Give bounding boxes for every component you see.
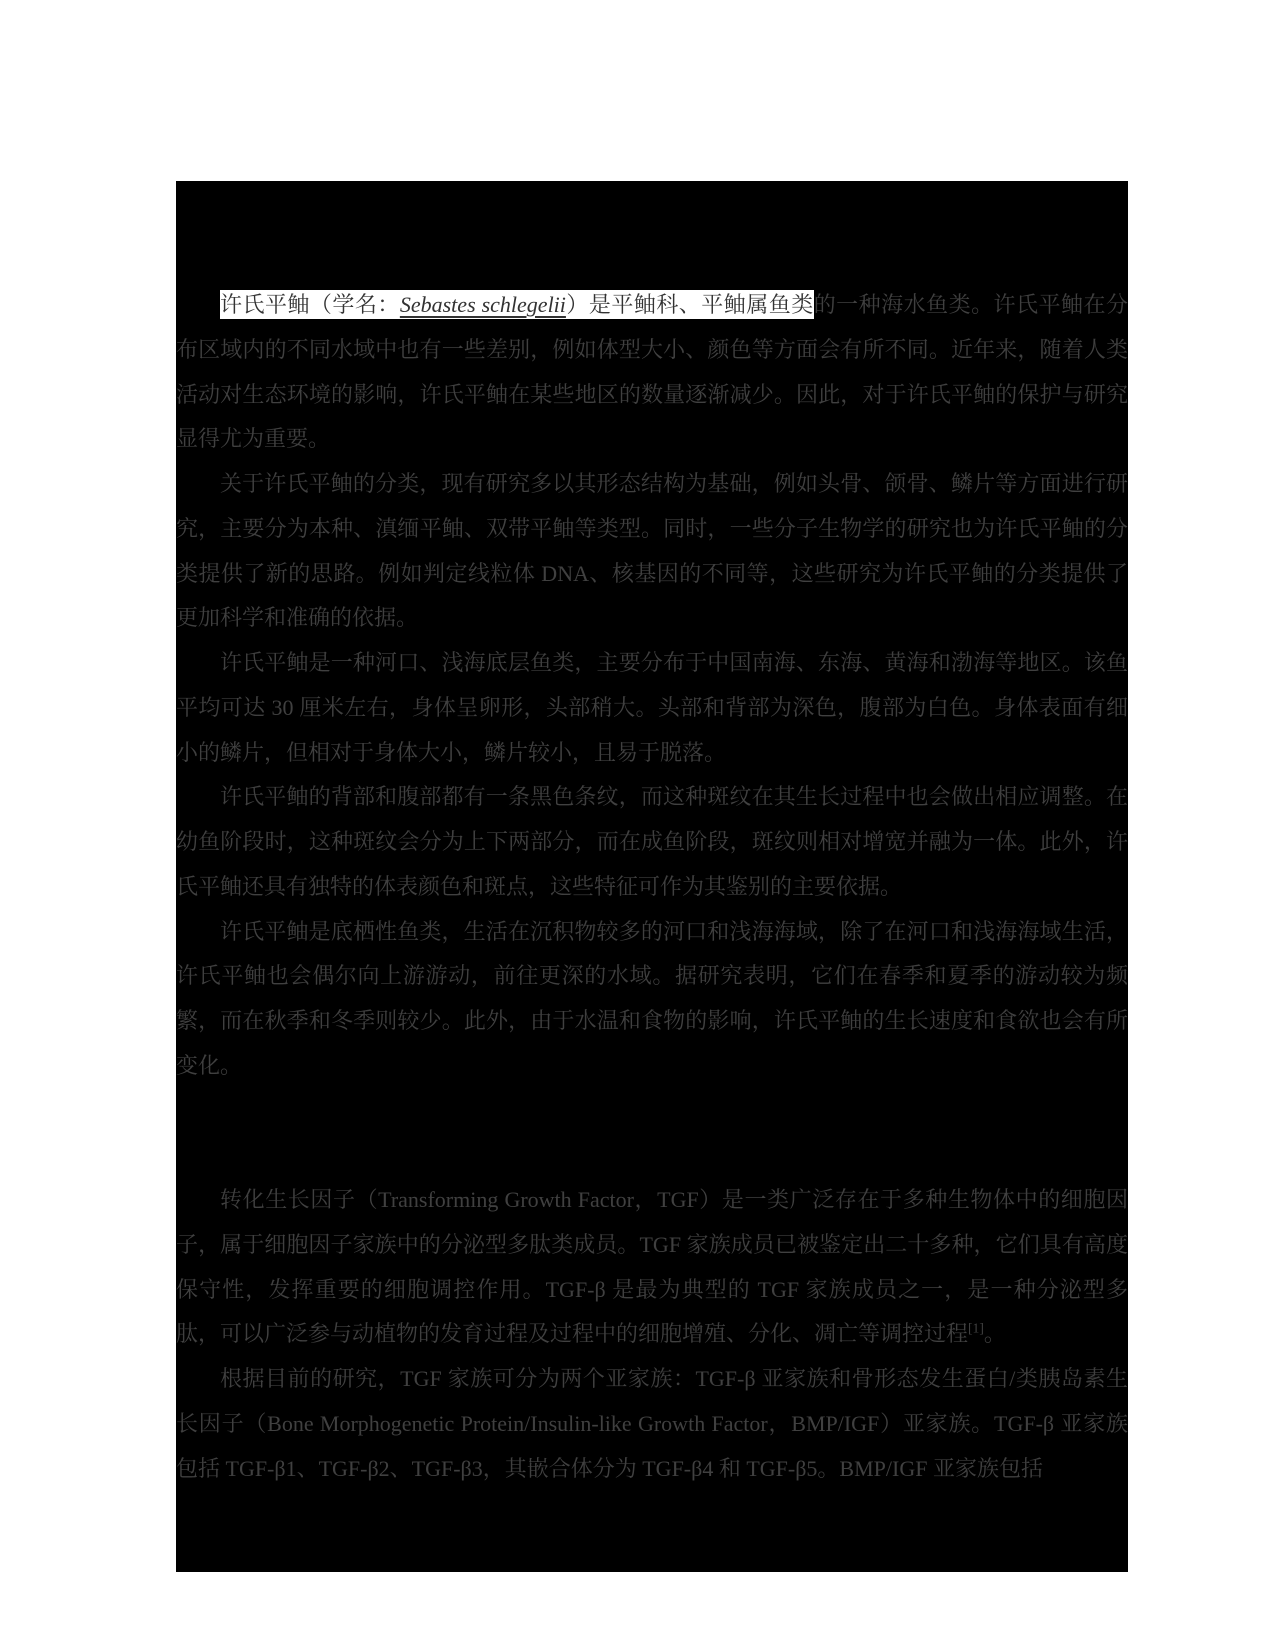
paragraph-tgf-intro-body: 转化生长因子（Transforming Growth Factor，TGF）是一类广泛存在于多种生物体中的细胞因子，属于细胞因子家族中的分泌型多肽类成员。TGF 家族成员已被鉴定出二十多种，它们具有高度保守性，发挥重要的细胞调控作用。TGF-β 是最为典型的 TGF 家族成员之一，是一种分泌型多肽，可以广泛参与动植物的发育过程及过程中的细胞增殖、分化、凋亡等调控过程 bbox=[176, 1187, 1128, 1347]
section-gap bbox=[176, 1089, 1128, 1179]
citation-marker: [1] bbox=[968, 1320, 984, 1336]
paragraph-fish-classification: 关于许氏平鲉的分类，现有研究多以其形态结构为基础，例如头骨、颌骨、鳞片等方面进行研究，主要分为本种、滇缅平鲉、双带平鲉等类型。同时，一些分子生物学的研究也为许氏平鲉的分类提供了新的思路。例如判定线粒体 DNA、核基因的不同等，这些研究为许氏平鲉的分类提供了更加科学和准确的依据。 bbox=[176, 471, 1128, 631]
paragraph-fish-intro bbox=[176, 283, 1128, 462]
highlight-text-pre: 许氏平鲉（学名： bbox=[220, 292, 400, 317]
paragraph-fish-distribution: 许氏平鲉是一种河口、浅海底层鱼类，主要分布于中国南海、东海、黄海和渤海等地区。该鱼平均可达 30 厘米左右，身体呈卵形，头部稍大。头部和背部为深色，腹部为白色。身体表面有细小的鳞片，但相对于身体大小，鳞片较小，且易于脱落。 bbox=[176, 650, 1128, 765]
paragraph-tgf-intro-tail: 。 bbox=[983, 1321, 1006, 1347]
paragraph-fish-habitat: 许氏平鲉是底栖性鱼类，生活在沉积物较多的河口和浅海海域，除了在河口和浅海海域生活，许氏平鲉也会偶尔向上游游动，前往更深的水域。据研究表明，它们在春季和夏季的游动较为频繁，而在秋季和冬季则较少。此外，由于水温和食物的影响，许氏平鲉的生长速度和食欲也会有所变化。 bbox=[176, 918, 1128, 1078]
paragraph-tgf-intro bbox=[176, 1178, 1128, 1357]
highlighted-selection bbox=[220, 290, 814, 319]
highlight-text-post: ）是平鲉科、平鲉属鱼类 bbox=[565, 292, 814, 317]
document-text-block bbox=[176, 181, 1128, 1572]
paragraph-fish-intro-rest: 的一种海水鱼类。许氏平鲉在分布区域内的不同水域中也有一些差别，例如体型大小、颜色等方面会有所不同。近年来，随着人类活动对生态环境的影响，许氏平鲉在某些地区的数量逐渐减少。因此，对于许氏平鲉的保护与研究显得尤为重要。 bbox=[176, 292, 1128, 452]
scientific-name: Sebastes schlegelii bbox=[399, 292, 566, 317]
paragraph-fish-stripes: 许氏平鲉的背部和腹部都有一条黑色条纹，而这种斑纹在其生长过程中也会做出相应调整。在幼鱼阶段时，这种斑纹会分为上下两部分，而在成鱼阶段，斑纹则相对增宽并融为一体。此外，许氏平鲉还具有独特的体表颜色和斑点，这些特征可作为其鉴别的主要依据。 bbox=[176, 784, 1128, 899]
paragraph-tgf-subfamilies: 根据目前的研究，TGF 家族可分为两个亚家族：TGF-β 亚家族和骨形态发生蛋白/类胰岛素生长因子（Bone Morphogenetic Protein/Insulin-like Growth Factor，BMP/IGF）亚家族。TGF-β 亚家族包括 TGF-β1、TGF-β2、TGF-β3，其嵌合体分为 TGF-β4 和 TGF-β5。BMP/IGF 亚家族包括 bbox=[176, 1366, 1128, 1481]
